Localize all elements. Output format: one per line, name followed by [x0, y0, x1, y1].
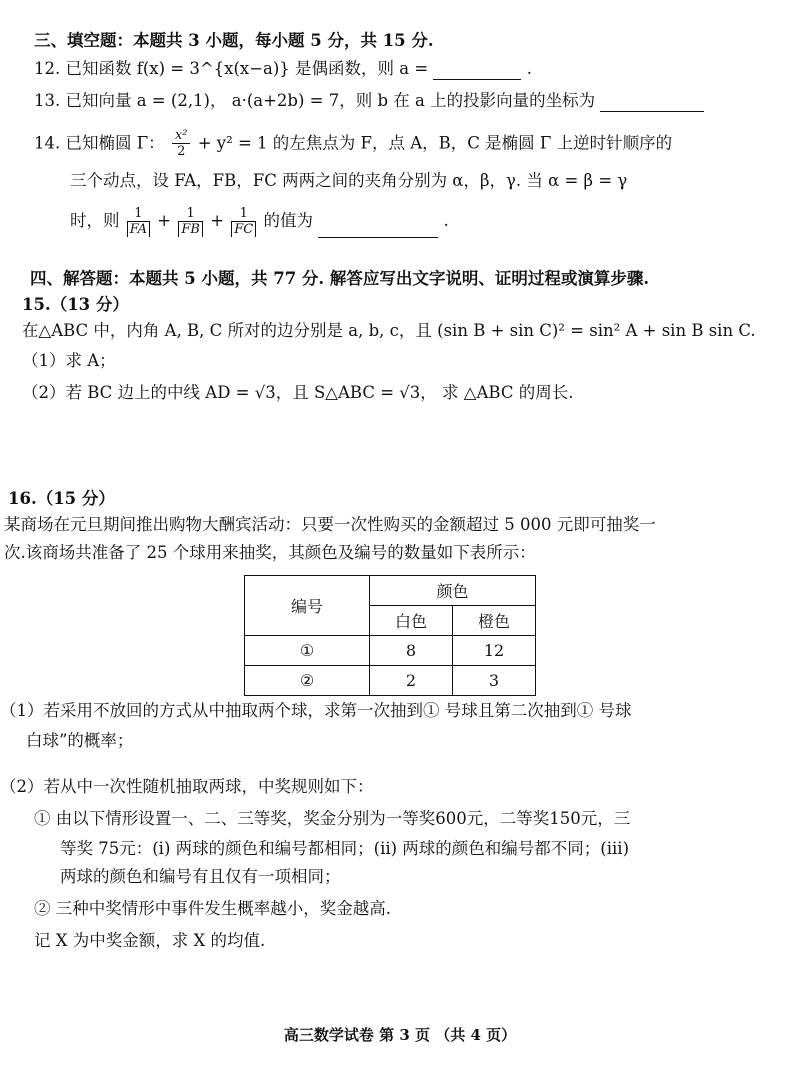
question-16-stem-line-1: 某商场在元旦期间推出购物大酬宾活动：只要一次性购买的金额超过 5 000 元即可抽奖一	[4, 515, 656, 534]
header-orange: 橙色	[453, 606, 536, 636]
question-16-stem-line-2: 次.该商场共准备了 25 个球用来抽奖，其颜色及编号的数量如下表所示：	[4, 543, 536, 562]
rule-1-line-2: 等奖 75元：(i) 两球的颜色和编号都相同；(ii) 两球的颜色和编号都不同；(iii)	[60, 839, 630, 858]
question-14-value-of: 的值为	[263, 211, 313, 230]
plus-sign: +	[157, 211, 172, 230]
rule-2: ② 三种中奖情形中事件发生概率越小，奖金越高.	[34, 899, 391, 918]
question-15-part-2: （2）若 BC 边上的中线 AD = √3，且 S△ABC = √3， 求 △ABC 的周长.	[22, 383, 574, 402]
fraction-numerator: x²	[172, 128, 191, 144]
plus-sign: +	[210, 211, 225, 230]
reciprocal-fa	[127, 206, 150, 238]
answer-blank-14	[318, 219, 438, 238]
question-14-line-1-rest: + y² = 1 的左焦点为 F，点 A，B，C 是椭圆 Γ 上逆时针顺序的	[197, 133, 673, 153]
table-row	[245, 666, 536, 696]
answer-blank-12	[433, 61, 521, 80]
question-12-text: 12. 已知函数 f(x) = 3^{x(x−a)} 是偶函数，则 a =	[34, 59, 429, 78]
question-16-title: 16.（15 分）	[8, 489, 115, 508]
rule-1-line-1: ① 由以下情形设置一、二、三等奖，奖金分别为一等奖600元，二等奖150元，三	[34, 809, 631, 828]
question-14-line-1	[34, 128, 672, 160]
reciprocal-one: 1	[178, 206, 203, 222]
cell-orange: 3	[453, 666, 536, 696]
question-16-part-1-cont: 白球”的概率；	[26, 731, 134, 750]
question-15-part-1: （1）求 A；	[22, 351, 116, 370]
reciprocal-fc	[231, 206, 256, 238]
question-15-stem: 在△ABC 中，内角 A, B, C 所对的边分别是 a, b, c，且 (sin B + sin C)² = sin² A + sin B sin C.	[22, 321, 756, 340]
cell-orange: 12	[453, 636, 536, 666]
question-14-prefix: 14. 已知椭圆 Γ：	[34, 133, 165, 153]
header-white: 白色	[370, 606, 453, 636]
question-16-part-1: （1）若采用不放回的方式从中抽取两个球，求第一次抽到① 号球且第二次抽到① 号球	[0, 701, 632, 720]
reciprocal-one: 1	[231, 206, 256, 222]
section-3-header: 三、填空题：本题共 3 小题，每小题 5 分，共 15 分.	[34, 31, 434, 50]
question-12: 12. 已知函数 f(x) = 3^{x(x−a)} 是偶函数，则 a = .	[34, 59, 532, 78]
abs-fc: FC	[231, 222, 256, 237]
rule-1-line-3: 两球的颜色和编号有且仅有一项相同；	[60, 867, 341, 886]
abs-fb: FB	[178, 222, 203, 237]
table-row	[245, 636, 536, 666]
question-13	[34, 90, 704, 112]
cell-white: 8	[370, 636, 453, 666]
reciprocal-fb	[178, 206, 203, 238]
question-16-final: 记 X 为中奖金额，求 X 的均值.	[34, 931, 266, 950]
question-13-text: 13. 已知向量 a = (2,1)， a·(a+2b) = 7，则 b 在 a 上的投影向量的坐标为	[34, 91, 596, 110]
reciprocal-one: 1	[127, 206, 150, 222]
header-color: 颜色	[370, 576, 536, 606]
question-16-part-2: （2）若从中一次性随机抽取两球，中奖规则如下：	[0, 777, 374, 796]
question-14-when: 时，则	[70, 211, 120, 230]
row-label: ①	[245, 636, 370, 666]
row-label: ②	[245, 666, 370, 696]
section-4-header: 四、解答题：本题共 5 小题，共 77 分. 解答应写出文字说明、证明过程或演算步骤.	[30, 269, 650, 288]
cell-white: 2	[370, 666, 453, 696]
fraction-denominator: 2	[177, 144, 186, 159]
question-15-title: 15.（13 分）	[22, 295, 129, 314]
ellipse-fraction	[172, 128, 191, 160]
ball-count-table	[244, 575, 536, 696]
answer-blank-13	[600, 93, 704, 112]
question-14-line-3: 时，则 $\frac{1}{FA}$ + $\frac{1}{FB}$ + $\frac{1}{FC}$ 的值为 .	[70, 205, 449, 237]
header-number: 编号	[245, 576, 370, 636]
page-footer: 高三数学试卷 第 3 页 （共 4 页）	[283, 1026, 517, 1044]
question-14-line-2: 三个动点，设 FA，FB，FC 两两之间的夹角分别为 α，β，γ. 当 α = β = γ	[70, 171, 628, 190]
abs-fa: FA	[127, 222, 150, 237]
